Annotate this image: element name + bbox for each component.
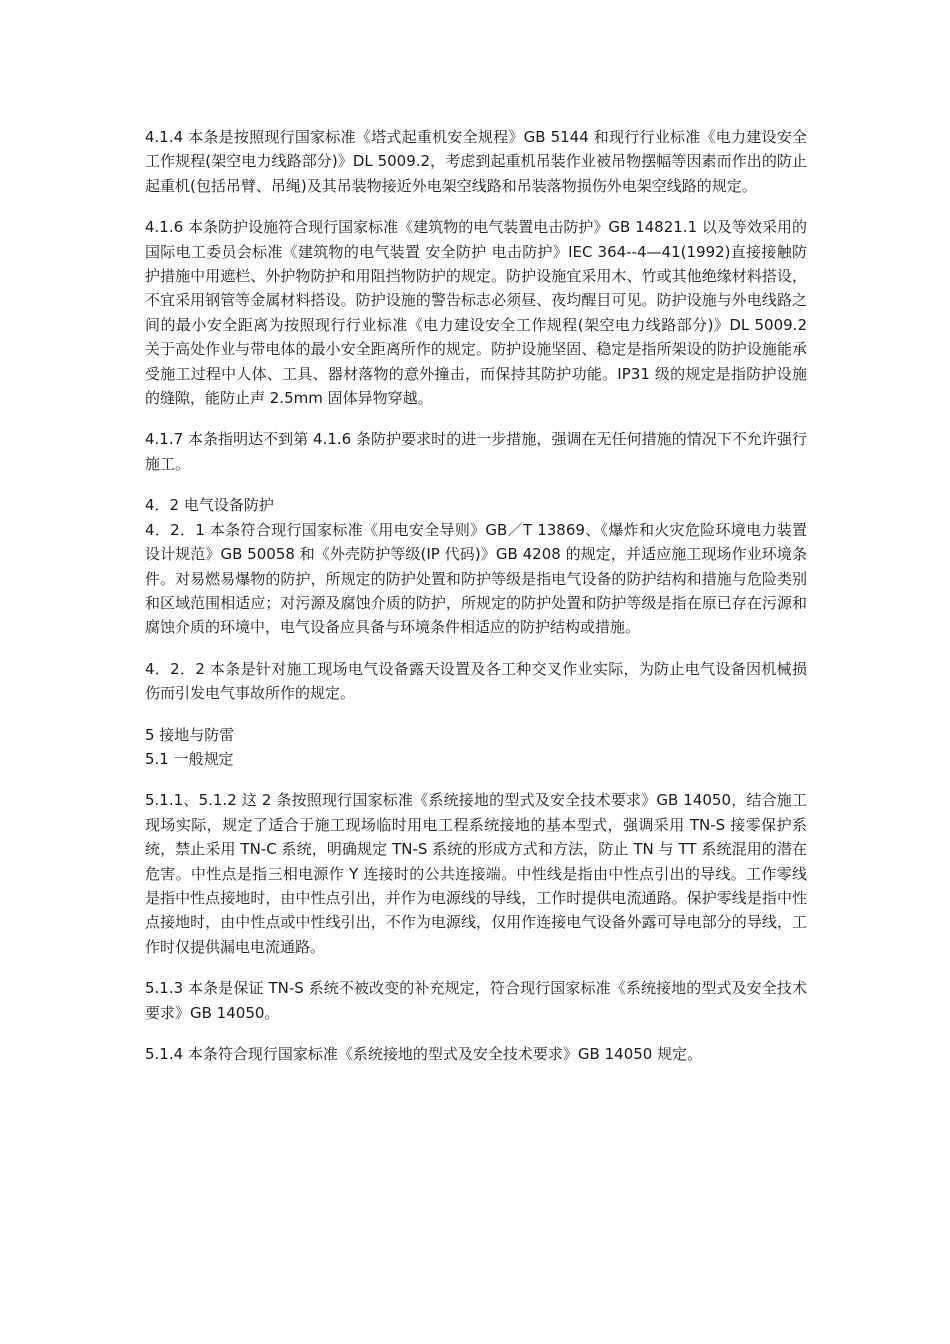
- paragraph-4-1-4: 4.1.4 本条是按照现行国家标准《塔式起重机安全规程》GB 5144 和现行行业标准《电力建设安全工作规程(架空电力线路部分)》DL 5009.2，考虑到起重机吊装作业被吊物摆幅等因素而作出的防止起重机(包括吊臂、吊绳)及其吊装物接近外电架空线路和吊装落物损伤外电架空线路的规定。: [145, 128, 807, 195]
- section-heading-4-2: 4．2 电气设备防护: [145, 496, 274, 515]
- paragraph-4-1-6: 4.1.6 本条防护设施符合现行国家标准《建筑物的电气装置电击防护》GB 14821.1 以及等效采用的国际电工委员会标准《建筑物的电气装置 安全防护 电击防护》IEC 364--4—41(1992)直接接触防护措施中用遮栏、外护物防护和用阻挡物防护的规定。防护设施宜采用木、竹或其他绝缘材料搭设，不宜采用钢管等金属材料搭设。防护设施的警告标志必须昼、夜均醒目可见。防护设施与外电线路之间的最小安全距离为按照现行行业标准《电力建设安全工作规程(架空电力线路部分)》DL 5009.2 关于高处作业与带电体的最小安全距离所作的规定。防护设施坚固、稳定是指所架设的防护设施能承受施工过程中人体、工具、器材落物的意外撞击，而保持其防护功能。IP31 级的规定是指防护设施的缝隙，能防止声 2.5mm 固体异物穿越。: [145, 218, 807, 408]
- paragraph-4-1-7: 4.1.7 本条指明达不到第 4.1.6 条防护要求时的进一步措施，强调在无任何措施的情况下不允许强行施工。: [145, 430, 807, 473]
- paragraph-5-1-3: 5.1.3 本条是保证 TN-S 系统不被改变的补充规定，符合现行国家标准《系统接地的型式及安全技术要求》GB 14050。: [145, 979, 807, 1022]
- section-heading-5-1: 5.1 一般规定: [145, 749, 234, 768]
- paragraph-4-2-2: 4．2．2 本条是针对施工现场电气设备露天设置及各工种交叉作业实际，为防止电气设备因机械损伤而引发电气事故所作的规定。: [145, 659, 807, 703]
- paragraph-5-1-1: 5.1.1、5.1.2 这 2 条按照现行国家标准《系统接地的型式及安全技术要求》GB 14050，结合施工现场实际，规定了适合于施工现场临时用电工程系统接地的基本型式，强调采用 TN-S 接零保护系统，禁止采用 TN-C 系统，明确规定 TN-S 系统的形成方式和方法，防止 TN 与 TT 系统混用的潜在危害。中性点是指三相电源作 Y 连接时的公共连接端。中性线是指由中性点引出的导线。工作零线是指中性点接地时，由中性点引出，并作为电源线的导线，工作时提供电流通路。保护零线是指中性点接地时，由中性点或中性线引出，不作为电源线，仅用作连接电气设备外露可导电部分的导线，工作时仅提供漏电电流通路。: [145, 791, 807, 956]
- paragraph-4-2-1: 4．2．1 本条符合现行国家标准《用电安全导则》GB／T 13869、《爆炸和火灾危险环境电力装置设计规范》GB 50058 和《外壳防护等级(IP 代码)》GB 4208 的规定，并适应施工现场作业环境条件。对易燃易爆物的防护，所规定的防护处置和防护等级是指电气设备的防护结构和措施与危险类别和区域范围相适应；对污源及腐蚀介质的防护，所规定的防护处置和防护等级是指在原已存在污源和腐蚀介质的环境中，电气设备应具备与环境条件相适应的防护结构或措施。: [145, 520, 807, 637]
- paragraph-5-1-4: 5.1.4 本条符合现行国家标准《系统接地的型式及安全技术要求》GB 14050 规定。: [145, 1045, 703, 1063]
- chapter-heading-5: 5 接地与防雷: [145, 725, 235, 744]
- document-page: [145, 125, 807, 1083]
